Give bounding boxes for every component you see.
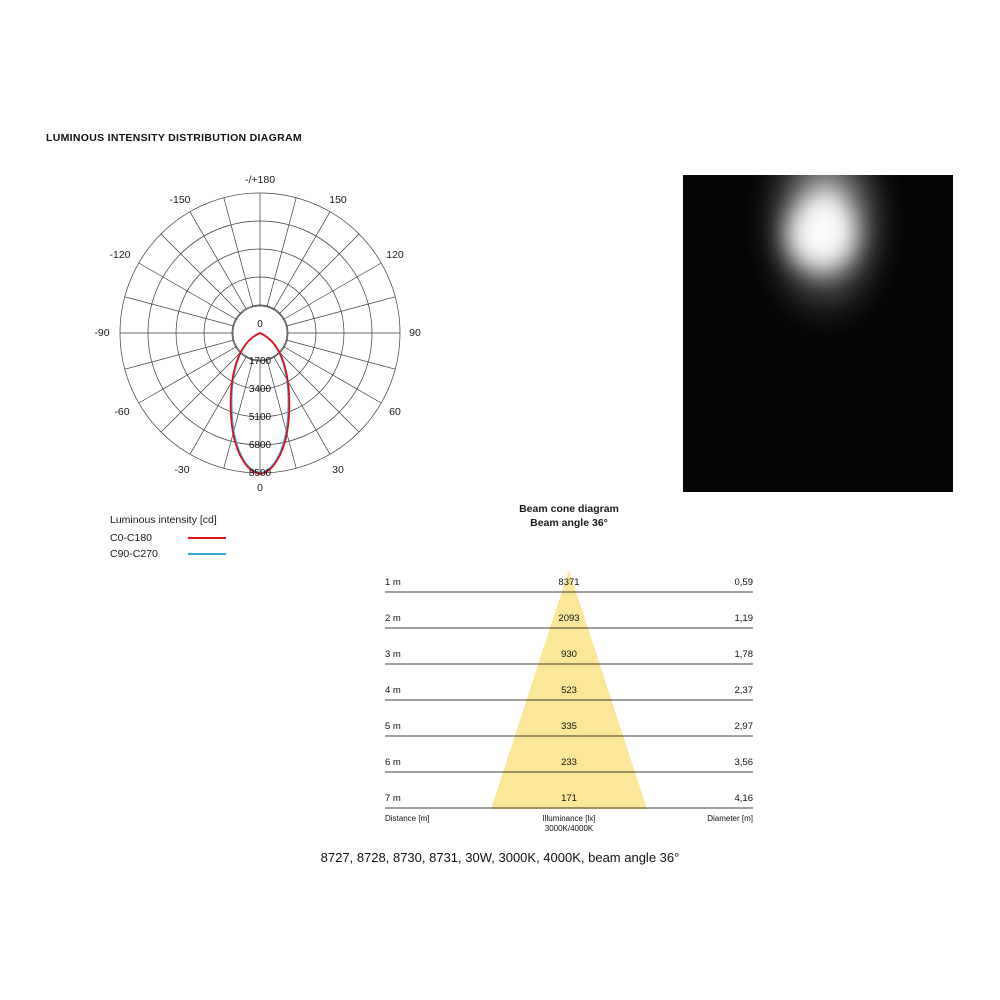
angle-label-0: 0 [257, 482, 263, 494]
angle-label-30: 30 [332, 464, 344, 476]
polar-diagram-svg [70, 165, 460, 505]
cone-distance-1: 1 m [385, 577, 401, 588]
ring-label-8500: 8500 [248, 468, 272, 479]
cone-lux-3: 930 [561, 649, 577, 660]
angle-label-120: 120 [386, 249, 404, 261]
ring-label-0: 0 [257, 319, 263, 330]
beam-hotspot [760, 188, 880, 308]
beam-cone-title-line1: Beam cone diagram [519, 503, 619, 515]
cone-lux-4: 523 [561, 685, 577, 696]
cone-col-illuminance-sub: 3000K/4000K [544, 824, 594, 833]
beam-cone-diagram [385, 556, 753, 831]
cone-distance-3: 3 m [385, 649, 401, 660]
ring-label-3400: 3400 [248, 384, 272, 395]
angle-label-150: 150 [329, 194, 347, 206]
beam-cone-title-line2: Beam angle 36° [530, 517, 608, 529]
legend [110, 512, 226, 562]
beam-photo [683, 175, 953, 492]
angle-label-minus120: -120 [109, 249, 131, 261]
ring-label-6800: 6800 [248, 440, 272, 451]
polar-diagram [70, 165, 460, 505]
page-title: LUMINOUS INTENSITY DISTRIBUTION DIAGRAM [46, 132, 302, 144]
angle-label-minus90: -90 [94, 327, 110, 339]
angle-label-90: 90 [409, 327, 421, 339]
ring-label-5100: 5100 [248, 412, 272, 423]
legend-title: Luminous intensity [cd] [110, 514, 217, 526]
figure-caption: 8727, 8728, 8730, 8731, 30W, 3000K, 4000K, beam angle 36° [320, 850, 680, 865]
legend-swatch-c0-c180 [188, 537, 226, 539]
cone-lux-7: 171 [561, 793, 577, 804]
cone-col-distance: Distance [m] [385, 814, 430, 823]
cone-diameter-6: 3,56 [734, 757, 753, 768]
legend-item-c0-c180 [110, 530, 226, 546]
cone-distance-2: 2 m [385, 613, 401, 624]
cone-lux-1: 8371 [558, 577, 580, 588]
legend-label-c0-c180: C0-C180 [110, 532, 153, 544]
cone-col-diameter: Diameter [m] [707, 814, 753, 823]
cone-lux-2: 2093 [558, 613, 580, 624]
cone-diameter-3: 1,78 [734, 649, 753, 660]
cone-distance-4: 4 m [385, 685, 401, 696]
cone-lux-6: 233 [561, 757, 577, 768]
angle-label-60: 60 [389, 406, 401, 418]
cone-distance-5: 5 m [385, 721, 401, 732]
legend-swatch-c90-c270 [188, 553, 226, 555]
beam-cone-title [385, 502, 753, 530]
cone-distance-7: 7 m [385, 793, 401, 804]
cone-diameter-1: 0,59 [734, 577, 753, 588]
cone-diameter-2: 1,19 [734, 613, 753, 624]
legend-label-c90-c270: C90-C270 [110, 548, 158, 560]
cone-col-illuminance: Illuminance [lx] [542, 814, 596, 823]
angle-label-minus60: -60 [114, 406, 130, 418]
legend-item-c90-c270 [110, 546, 226, 562]
angle-label-minus150: -150 [169, 194, 191, 206]
cone-diameter-4: 2,37 [734, 685, 753, 696]
angle-label-180: -/+180 [244, 174, 276, 186]
cone-distance-6: 6 m [385, 757, 401, 768]
angle-label-minus30: -30 [174, 464, 190, 476]
cone-diameter-7: 4,16 [734, 793, 753, 804]
cone-diameter-5: 2,97 [734, 721, 753, 732]
cone-lux-5: 335 [561, 721, 577, 732]
ring-label-1700: 1700 [248, 356, 272, 367]
